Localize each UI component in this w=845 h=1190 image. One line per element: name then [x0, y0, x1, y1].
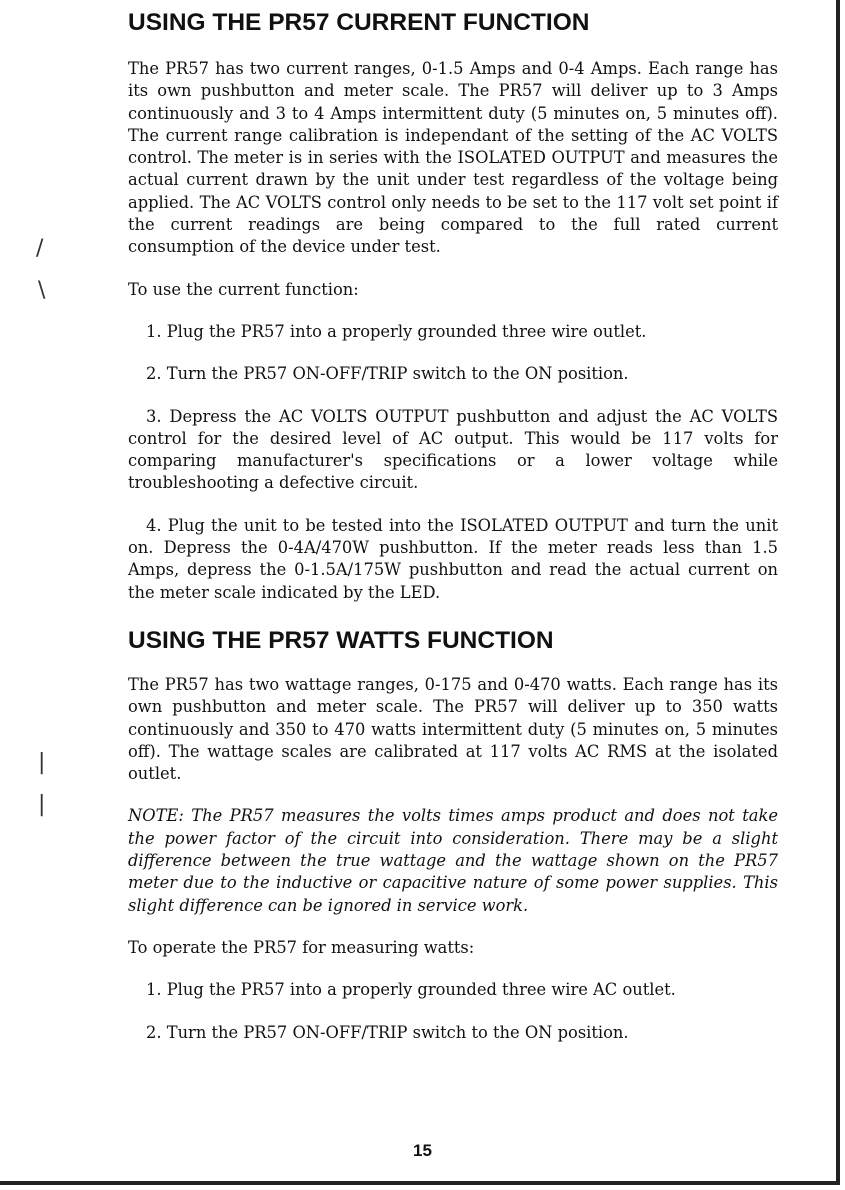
section-heading-current: USING THE PR57 CURRENT FUNCTION: [128, 9, 590, 36]
watts-step-2: 2. Turn the PR57 ON-OFF/TRIP switch to the ON position.: [146, 1022, 629, 1042]
current-step-2: 2. Turn the PR57 ON-OFF/TRIP switch to the ON position.: [146, 364, 629, 384]
margin-change-bar: /: [36, 236, 44, 261]
current-intro-paragraph: The PR57 has two current ranges, 0-1.5 Amps and 0-4 Amps. Each range has its own pushbutton and meter scale. The PR57 will deliver up to 3 Amps continuously and 3 to 4 Amps intermittent duty (5 minutes on, 5 minutes off). The current range calibration is independant of the setting of the AC VOLTS control. The meter is in series with the ISOLATED OUTPUT and measures the actual current drawn by the unit under test regardless of the voltage being applied. The AC VOLTS control only needs to be set to the 117 volt set point if the current readings are being compared to the full rated current consumption of the device under test.: [128, 59, 778, 257]
current-step-4: 4. Plug the unit to be tested into the ISOLATED OUTPUT and turn the unit on. Depress the 0-4A/470W pushbutton. If the meter reads less than 1.5 Amps, depress the 0-1.5A/175W pushbutton and read the actual current on the meter scale indicated by the LED.: [128, 515, 778, 602]
current-lead-text: To use the current function:: [128, 279, 359, 299]
page-right-border: [836, 0, 840, 1185]
margin-change-bar: |: [38, 792, 46, 817]
margin-change-bar: \: [38, 278, 46, 303]
watts-intro-paragraph: The PR57 has two wattage ranges, 0-175 and 0-470 watts. Each range has its own pushbutton and meter scale. The PR57 will deliver up to 350 watts continuously and 350 to 470 watts intermittent duty (5 minutes on, 5 minutes off). The wattage scales are calibrated at 117 volts AC RMS at the isolated outlet.: [128, 674, 778, 784]
page-number: 15: [413, 1141, 432, 1160]
watts-step-1: 1. Plug the PR57 into a properly grounded three wire AC outlet.: [146, 980, 676, 1000]
current-step-3: 3. Depress the AC VOLTS OUTPUT pushbutton and adjust the AC VOLTS control for the desired level of AC output. This would be 117 volts for comparing manufacturer's specifications or a lower voltage while troubleshooting a defective circuit.: [128, 406, 778, 493]
current-step-1: 1. Plug the PR57 into a properly grounded three wire outlet.: [146, 321, 647, 341]
watts-note-paragraph: NOTE: The PR57 measures the volts times amps product and does not take the power factor of the circuit into consideration. There may be a slight difference between the true wattage and the wattage shown on the PR57 meter due to the inductive or capacitive nature of some power supplies. This slight difference can be ignored in service work.: [128, 806, 778, 915]
watts-lead-text: To operate the PR57 for measuring watts:: [128, 937, 475, 957]
page-bottom-border: [0, 1181, 840, 1185]
margin-change-bar: |: [38, 750, 46, 775]
page-content: [128, 8, 778, 1044]
section-heading-watts: USING THE PR57 WATTS FUNCTION: [128, 626, 554, 654]
